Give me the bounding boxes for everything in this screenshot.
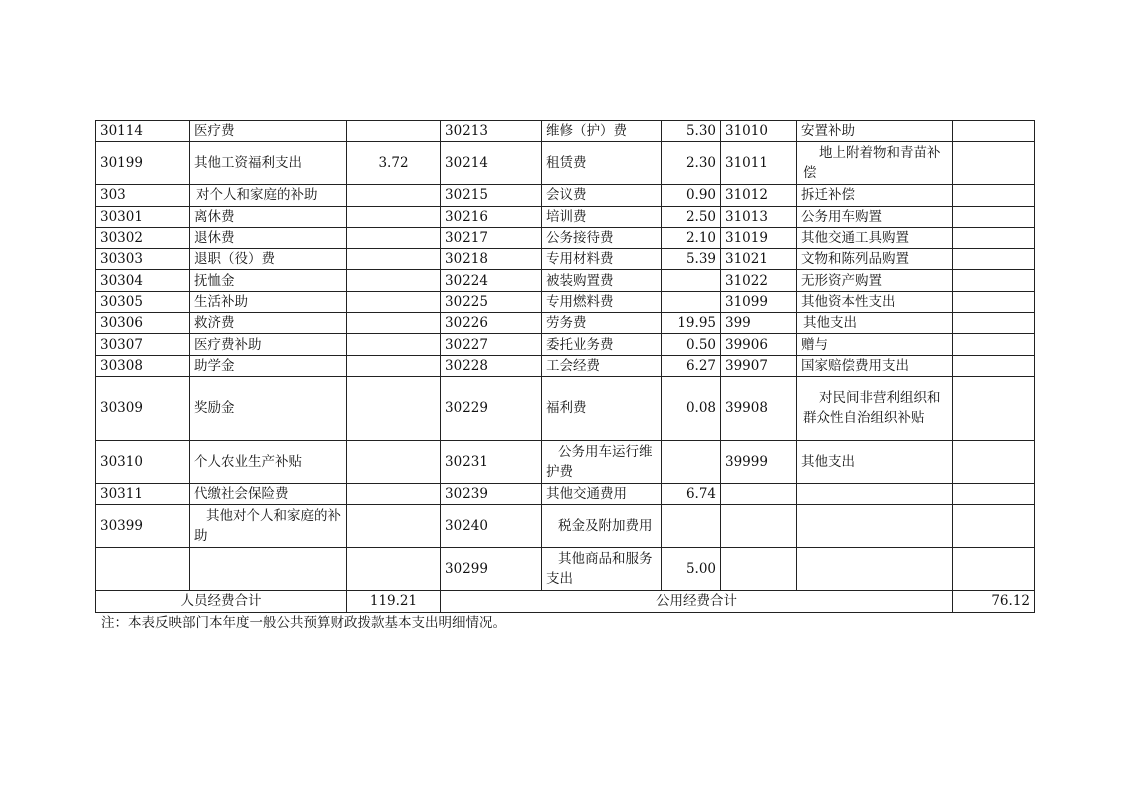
- amount-cell: [953, 313, 1035, 334]
- econ-code-cell: 30215: [441, 185, 542, 206]
- econ-code-cell: 30240: [441, 505, 542, 548]
- table-row: [96, 483, 1035, 504]
- item-name-cell: [190, 505, 347, 548]
- table-row: [96, 121, 1035, 142]
- amount-cell: [953, 121, 1035, 142]
- table-row: [96, 355, 1035, 376]
- amount-cell: [347, 355, 441, 376]
- econ-code-cell: 30213: [441, 121, 542, 142]
- econ-code-cell: 303: [96, 185, 190, 206]
- item-name-cell: [797, 142, 953, 185]
- amount-cell: 3.72: [347, 142, 441, 185]
- amount-cell: 5.39: [662, 249, 721, 270]
- econ-code-cell: 31011: [721, 142, 797, 185]
- amount-cell: [953, 249, 1035, 270]
- amount-cell: [953, 270, 1035, 291]
- econ-code-cell: 30226: [441, 313, 542, 334]
- item-name-cell: 对个人和家庭的补助: [190, 185, 347, 206]
- table-row: [96, 227, 1035, 248]
- item-name-cell: 国家赔偿费用支出: [797, 355, 953, 376]
- econ-code-cell: 30308: [96, 355, 190, 376]
- personnel-total-label: 人员经费合计: [96, 591, 347, 612]
- item-name-cell: [542, 440, 662, 483]
- econ-code-cell: 30229: [441, 376, 542, 440]
- item-name-cell: [797, 505, 953, 548]
- econ-code-cell: 30227: [441, 334, 542, 355]
- econ-code-cell: 39908: [721, 376, 797, 440]
- item-name-cell: 生活补助: [190, 291, 347, 312]
- econ-code-cell: 31021: [721, 249, 797, 270]
- econ-code-cell: 30301: [96, 206, 190, 227]
- item-name-cell: 其他交通工具购置: [797, 227, 953, 248]
- table-row: [96, 249, 1035, 270]
- amount-cell: 19.95: [662, 313, 721, 334]
- amount-cell: [347, 121, 441, 142]
- item-name-cell: 退职（役）费: [190, 249, 347, 270]
- amount-cell: [953, 376, 1035, 440]
- item-name-cell: 其他交通费用: [542, 483, 662, 504]
- econ-code-cell: 31013: [721, 206, 797, 227]
- item-name-cell: 其他工资福利支出: [190, 142, 347, 185]
- totals-row: [96, 591, 1035, 612]
- amount-cell: 6.74: [662, 483, 721, 504]
- item-name-cell: 奖励金: [190, 376, 347, 440]
- item-name-text: 地上附着物和青苗补偿: [803, 145, 941, 182]
- amount-cell: 2.10: [662, 227, 721, 248]
- econ-code-cell: 31012: [721, 185, 797, 206]
- econ-code-cell: 30239: [441, 483, 542, 504]
- amount-cell: [347, 505, 441, 548]
- econ-code-cell: 31099: [721, 291, 797, 312]
- amount-cell: [953, 355, 1035, 376]
- table-row: [96, 313, 1035, 334]
- econ-code-cell: 30305: [96, 291, 190, 312]
- personnel-total-value: 119.21: [347, 591, 441, 612]
- amount-cell: [347, 440, 441, 483]
- econ-code-cell: 30306: [96, 313, 190, 334]
- item-name-text: 其他对个人和家庭的补助: [194, 508, 341, 545]
- public-total-label: 公用经费合计: [441, 591, 953, 612]
- econ-code-cell: 30310: [96, 440, 190, 483]
- item-name-cell: [190, 548, 347, 591]
- amount-cell: 0.50: [662, 334, 721, 355]
- amount-cell: [347, 249, 441, 270]
- item-name-text: 对民间非营利组织和群众性自治组织补贴: [803, 390, 941, 427]
- item-name-cell: 会议费: [542, 185, 662, 206]
- item-name-cell: [542, 505, 662, 548]
- amount-cell: 2.30: [662, 142, 721, 185]
- econ-code-cell: [721, 548, 797, 591]
- amount-cell: 0.08: [662, 376, 721, 440]
- econ-code-cell: 31010: [721, 121, 797, 142]
- item-name-cell: 安置补助: [797, 121, 953, 142]
- amount-cell: [347, 185, 441, 206]
- item-name-cell: 代缴社会保险费: [190, 483, 347, 504]
- econ-code-cell: 30224: [441, 270, 542, 291]
- amount-cell: [347, 548, 441, 591]
- item-name-cell: 抚恤金: [190, 270, 347, 291]
- item-name-cell: 维修（护）费: [542, 121, 662, 142]
- amount-cell: [347, 270, 441, 291]
- item-name-cell: 其他支出: [797, 313, 953, 334]
- econ-code-cell: 30218: [441, 249, 542, 270]
- item-name-cell: 拆迁补偿: [797, 185, 953, 206]
- item-name-cell: 个人农业生产补贴: [190, 440, 347, 483]
- table-row: [96, 142, 1035, 185]
- item-name-text: 公务用车运行维护费: [546, 443, 653, 480]
- amount-cell: [347, 206, 441, 227]
- econ-code-cell: 39907: [721, 355, 797, 376]
- item-name-cell: 培训费: [542, 206, 662, 227]
- amount-cell: [953, 291, 1035, 312]
- amount-cell: [953, 548, 1035, 591]
- table-row: [96, 206, 1035, 227]
- table-row: [96, 270, 1035, 291]
- table-row: [96, 440, 1035, 483]
- amount-cell: [953, 142, 1035, 185]
- table-row: [96, 548, 1035, 591]
- item-name-cell: 救济费: [190, 313, 347, 334]
- econ-code-cell: 39906: [721, 334, 797, 355]
- table-row: [96, 185, 1035, 206]
- amount-cell: [953, 505, 1035, 548]
- item-name-cell: [797, 483, 953, 504]
- econ-code-cell: 30225: [441, 291, 542, 312]
- econ-code-cell: 31019: [721, 227, 797, 248]
- econ-code-cell: 30307: [96, 334, 190, 355]
- econ-code-cell: 30311: [96, 483, 190, 504]
- econ-code-cell: 30199: [96, 142, 190, 185]
- item-name-cell: 医疗费: [190, 121, 347, 142]
- item-name-cell: 委托业务费: [542, 334, 662, 355]
- amount-cell: 2.50: [662, 206, 721, 227]
- item-name-text: 税金及附加费用: [558, 518, 653, 535]
- table-row: [96, 505, 1035, 548]
- item-name-cell: [797, 376, 953, 440]
- econ-code-cell: 30214: [441, 142, 542, 185]
- amount-cell: [953, 483, 1035, 504]
- item-name-cell: 其他资本性支出: [797, 291, 953, 312]
- public-total-value: 76.12: [953, 591, 1035, 612]
- amount-cell: [347, 291, 441, 312]
- item-name-cell: 医疗费补助: [190, 334, 347, 355]
- econ-code-cell: [721, 505, 797, 548]
- item-name-cell: 劳务费: [542, 313, 662, 334]
- table-footnote: 注：本表反映部门本年度一般公共预算财政拨款基本支出明细情况。: [101, 615, 506, 631]
- amount-cell: [662, 270, 721, 291]
- item-name-cell: [797, 548, 953, 591]
- econ-code-cell: 30114: [96, 121, 190, 142]
- econ-code-cell: [96, 548, 190, 591]
- econ-code-cell: 30216: [441, 206, 542, 227]
- amount-cell: [953, 440, 1035, 483]
- amount-cell: [347, 313, 441, 334]
- table-row: [96, 334, 1035, 355]
- amount-cell: [347, 483, 441, 504]
- item-name-cell: 工会经费: [542, 355, 662, 376]
- table-row: [96, 376, 1035, 440]
- econ-code-cell: [721, 483, 797, 504]
- econ-code-cell: 30231: [441, 440, 542, 483]
- item-name-cell: 其他支出: [797, 440, 953, 483]
- amount-cell: [953, 227, 1035, 248]
- econ-code-cell: 399: [721, 313, 797, 334]
- item-name-text: 其他商品和服务支出: [546, 551, 653, 588]
- item-name-cell: 被装购置费: [542, 270, 662, 291]
- item-name-cell: 公务用车购置: [797, 206, 953, 227]
- amount-cell: [953, 334, 1035, 355]
- econ-code-cell: 30399: [96, 505, 190, 548]
- item-name-cell: 公务接待费: [542, 227, 662, 248]
- amount-cell: [662, 291, 721, 312]
- item-name-cell: 离休费: [190, 206, 347, 227]
- item-name-cell: 退休费: [190, 227, 347, 248]
- amount-cell: [662, 505, 721, 548]
- expenditure-detail-table: [95, 120, 1035, 613]
- econ-code-cell: 31022: [721, 270, 797, 291]
- amount-cell: [347, 227, 441, 248]
- amount-cell: 0.90: [662, 185, 721, 206]
- amount-cell: [953, 206, 1035, 227]
- amount-cell: 5.30: [662, 121, 721, 142]
- item-name-cell: 助学金: [190, 355, 347, 376]
- item-name-cell: 福利费: [542, 376, 662, 440]
- amount-cell: [662, 440, 721, 483]
- econ-code-cell: 30299: [441, 548, 542, 591]
- amount-cell: [347, 334, 441, 355]
- item-name-cell: 专用材料费: [542, 249, 662, 270]
- amount-cell: 5.00: [662, 548, 721, 591]
- item-name-cell: 赠与: [797, 334, 953, 355]
- amount-cell: [953, 185, 1035, 206]
- item-name-cell: 租赁费: [542, 142, 662, 185]
- econ-code-cell: 39999: [721, 440, 797, 483]
- econ-code-cell: 30309: [96, 376, 190, 440]
- amount-cell: 6.27: [662, 355, 721, 376]
- item-name-cell: 专用燃料费: [542, 291, 662, 312]
- item-name-cell: [542, 548, 662, 591]
- econ-code-cell: 30304: [96, 270, 190, 291]
- econ-code-cell: 30228: [441, 355, 542, 376]
- econ-code-cell: 30302: [96, 227, 190, 248]
- econ-code-cell: 30303: [96, 249, 190, 270]
- table-row: [96, 291, 1035, 312]
- item-name-cell: 文物和陈列品购置: [797, 249, 953, 270]
- amount-cell: [347, 376, 441, 440]
- item-name-cell: 无形资产购置: [797, 270, 953, 291]
- econ-code-cell: 30217: [441, 227, 542, 248]
